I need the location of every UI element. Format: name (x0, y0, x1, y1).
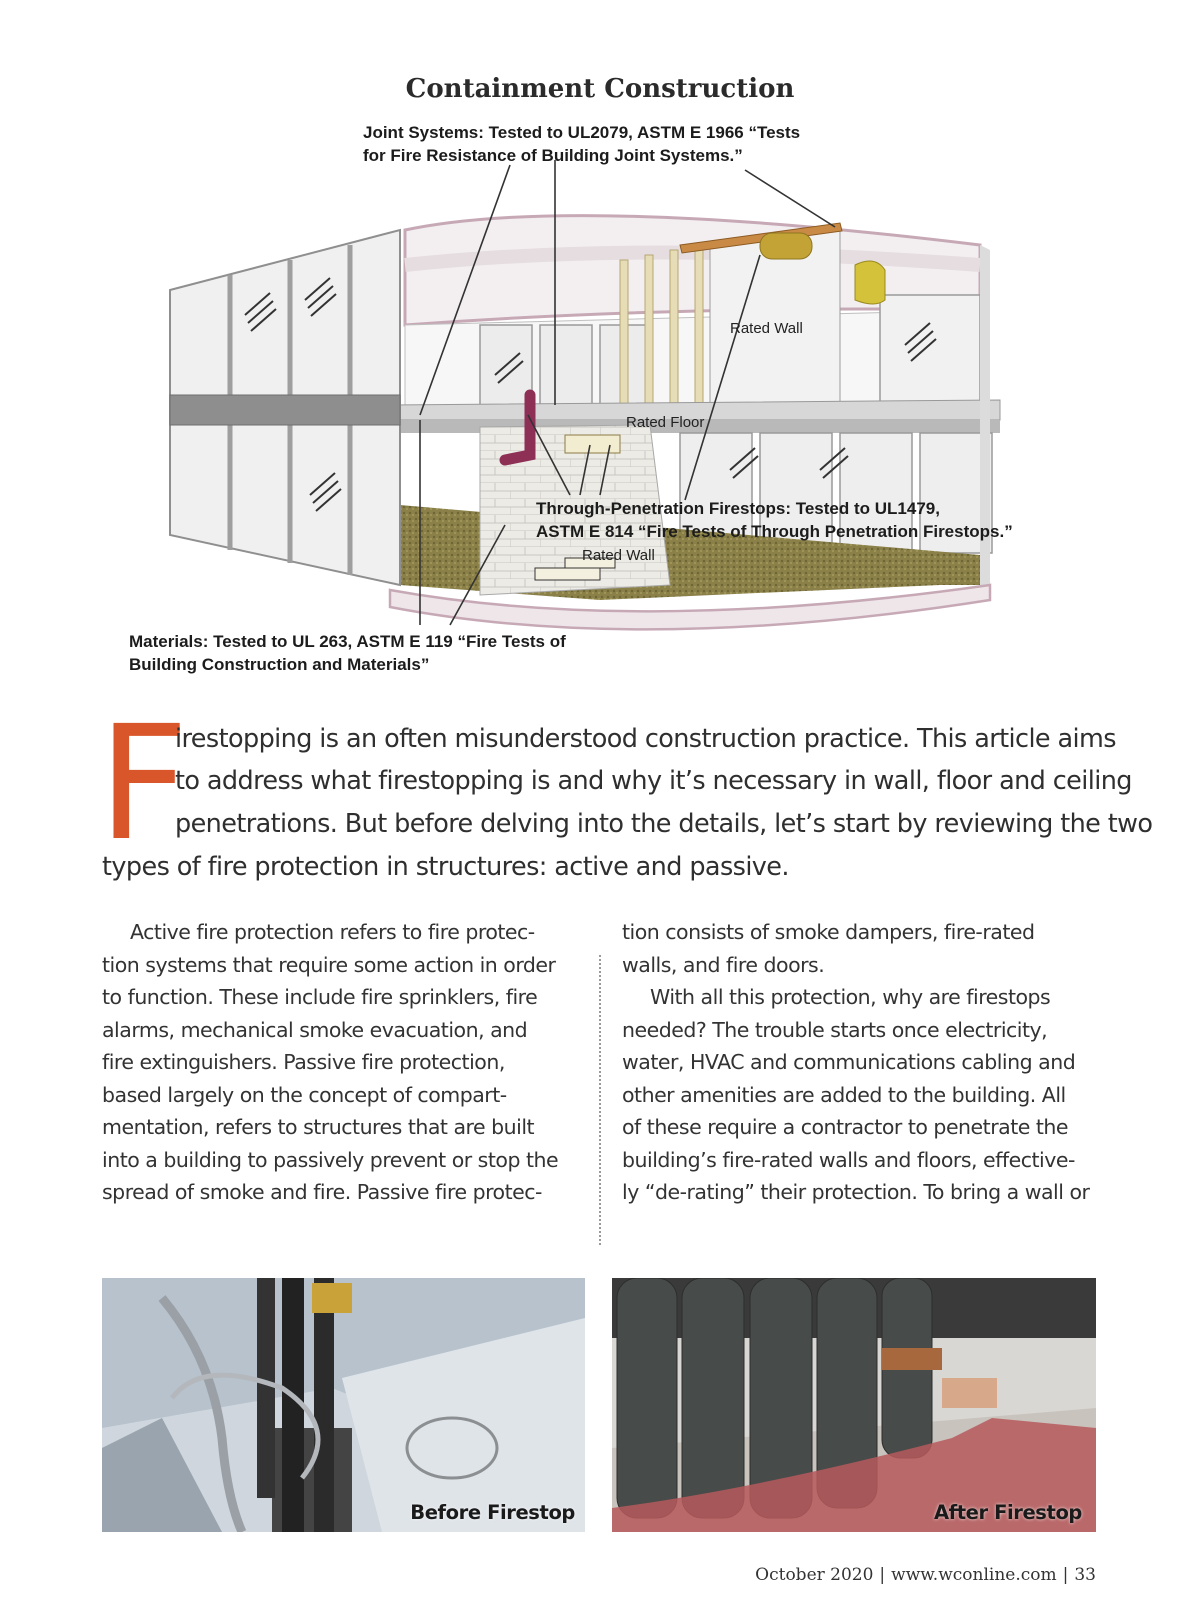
rated-wall-lower-label: Rated Wall (582, 547, 655, 564)
right-col-line: water, HVAC and communications cabling and (622, 1050, 1076, 1074)
right-col-line: ly “de-rating” their protection. To bring a wall or (622, 1180, 1090, 1204)
right-col-line: With all this protection, why are firestops (650, 985, 1051, 1009)
rated-wall-upper-label: Rated Wall (730, 320, 803, 337)
drop-cap: F (98, 692, 189, 876)
left-col-line: mentation, refers to structures that are built (102, 1115, 535, 1139)
column-divider (599, 955, 601, 1245)
left-col-line: spread of smoke and fire. Passive fire protec- (102, 1180, 542, 1204)
through-penetration-line-1: Through-Penetration Firestops: Tested to UL1479, (536, 499, 940, 518)
materials-line-2: Building Construction and Materials” (129, 655, 430, 674)
after-photo-image (612, 1278, 1096, 1532)
left-column (102, 920, 572, 1213)
right-column (622, 920, 1102, 1213)
left-col-line: to function. These include fire sprinklers, fire (102, 985, 538, 1009)
left-col-line: alarms, mechanical smoke evacuation, and (102, 1017, 528, 1042)
after-firestop-caption: After Firestop (933, 1501, 1082, 1524)
intro-line-4: types of fire protection in structures: active and passive. (102, 852, 789, 882)
before-firestop-caption: Before Firestop (410, 1501, 575, 1524)
before-photo-image (102, 1278, 585, 1532)
right-col-line: walls, and fire doors. (622, 952, 825, 977)
right-col-line: building’s fire-rated walls and floors, effective- (622, 1147, 1075, 1172)
through-penetration-line-2: ASTM E 814 “Fire Tests of Through Penetration Firestops.” (536, 522, 1013, 541)
left-col-line: tion systems that require some action in order (102, 952, 556, 977)
intro-line-1: irestopping is an often misunderstood construction practice. This article aims (175, 724, 1116, 754)
after-firestop-photo (612, 1278, 1096, 1532)
containment-diagram (120, 115, 1020, 655)
joint-systems-callout (363, 121, 800, 167)
materials-line-1: Materials: Tested to UL 263, ASTM E 119 “Fire Tests of (129, 632, 566, 651)
joint-systems-line-2: for Fire Resistance of Building Joint Systems.” (363, 146, 743, 165)
right-col-line: other amenities are added to the building. All (622, 1082, 1066, 1107)
footer-website-link[interactable]: www.wconline.com (891, 1565, 1057, 1585)
left-col-line: into a building to passively prevent or stop the (102, 1147, 559, 1172)
intro-line-2: to address what firestopping is and why it’s necessary in wall, floor and ceiling (175, 766, 1132, 796)
figure-title: Containment Construction (405, 74, 795, 104)
materials-callout (129, 630, 566, 676)
through-penetration-callout (536, 497, 1013, 543)
right-col-line: tion consists of smoke dampers, fire-rated (622, 920, 1035, 944)
footer-date: October 2020 (755, 1565, 874, 1585)
left-col-line: Active fire protection refers to fire protec- (130, 920, 535, 944)
rated-floor-label: Rated Floor (626, 414, 705, 431)
joint-systems-line-1: Joint Systems: Tested to UL2079, ASTM E 1966 “Tests (363, 123, 801, 142)
footer-page-number: 33 (1074, 1565, 1096, 1585)
left-col-line: based largely on the concept of compart- (102, 1082, 507, 1107)
right-col-line: needed? The trouble starts once electricity, (622, 1017, 1048, 1042)
page-footer: October 2020 | www.wconline.com | 33 (755, 1565, 1096, 1585)
right-col-line: of these require a contractor to penetrate the (622, 1115, 1068, 1139)
left-col-line: fire extinguishers. Passive fire protection, (102, 1050, 505, 1074)
before-firestop-photo (102, 1278, 585, 1532)
intro-line-3: penetrations. But before delving into the details, let’s start by reviewing the two (175, 809, 1153, 839)
